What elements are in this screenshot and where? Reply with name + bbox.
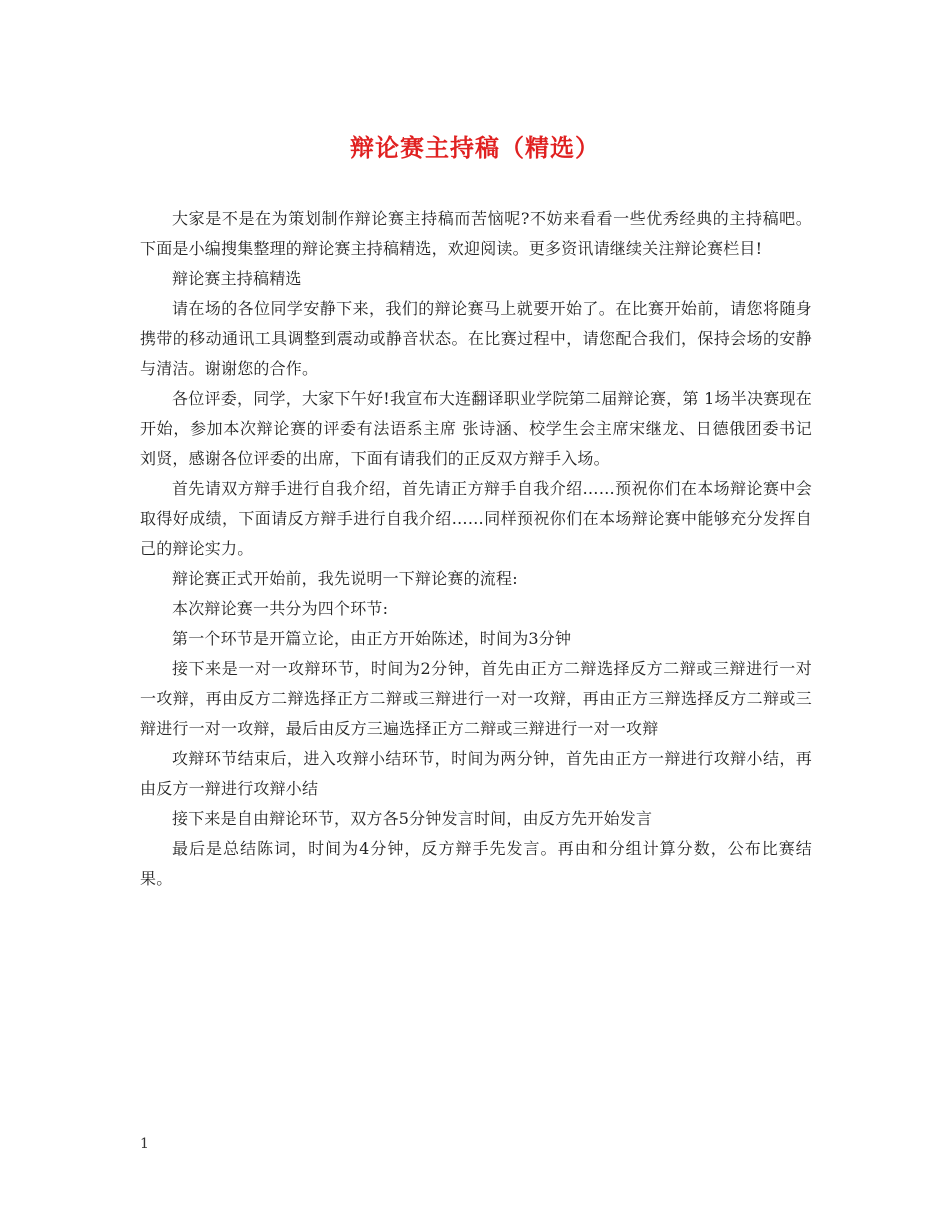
page-number: 1 xyxy=(140,1136,149,1152)
paragraph-opening-notice: 请在场的各位同学安静下来，我们的辩论赛马上就要开始了。在比赛开始前，请您将随身携带的移动通讯工具调整到震动或静音状态。在比赛过程中，请您配合我们，保持会场的安静与清洁。谢谢您的合作。 xyxy=(140,299,812,378)
paragraph-stage-summary: 攻辩环节结束后，进入攻辩小结环节，时间为两分钟，首先由正方一辩进行攻辩小结，再由反方一辩进行攻辩小结 xyxy=(140,749,812,798)
paragraph-stage-closing: 最后是总结陈词，时间为4分钟，反方辩手先发言。再由和分组计算分数，公布比赛结果。 xyxy=(140,839,812,888)
paragraph-stage-free-debate: 接下来是自由辩论环节，双方各5分钟发言时间，由反方先开始发言 xyxy=(172,809,653,828)
paragraph-introductions: 首先请双方辩手进行自我介绍，首先请正方辩手自我介绍……预祝你们在本场辩论赛中会取得好成绩，下面请反方辩手进行自我介绍……同样预祝你们在本场辩论赛中能够充分发挥自己的辩论实力。 xyxy=(140,479,812,558)
paragraph-intro: 大家是不是在为策划制作辩论赛主持稿而苦恼呢?不妨来看看一些优秀经典的主持稿吧。下面是小编搜集整理的辩论赛主持稿精选，欢迎阅读。更多资讯请继续关注辩论赛栏目! xyxy=(140,209,812,258)
paragraph-four-stages: 本次辩论赛一共分为四个环节: xyxy=(172,599,389,618)
document-body xyxy=(140,204,812,894)
paragraph-subheading: 辩论赛主持稿精选 xyxy=(172,269,302,288)
paragraph-stage-cross-exam: 接下来是一对一攻辩环节，时间为2分钟，首先由正方二辩选择反方二辩或三辩进行一对一攻辩，再由反方二辩选择正方二辩或三辩进行一对一攻辩，再由正方三辩选择反方二辩或三辩进行一对一攻辩，最后由反方三遍选择正方二辩或三辩进行一对一攻辩 xyxy=(140,659,812,738)
paragraph-stage-opening: 第一个环节是开篇立论，由正方开始陈述，时间为3分钟 xyxy=(172,629,572,648)
document-title: 辩论赛主持稿（精选） xyxy=(350,133,600,162)
paragraph-process-intro: 辩论赛正式开始前，我先说明一下辩论赛的流程: xyxy=(172,569,518,588)
paragraph-announcement: 各位评委，同学，大家下午好!我宣布大连翻译职业学院第二届辩论赛，第 1场半决赛现在开始，参加本次辩论赛的评委有法语系主席 张诗涵、校学生会主席宋继龙、日德俄团委书记 刘贤，感谢各位评委的出席，下面有请我们的正反双方辩手入场。 xyxy=(140,389,812,468)
